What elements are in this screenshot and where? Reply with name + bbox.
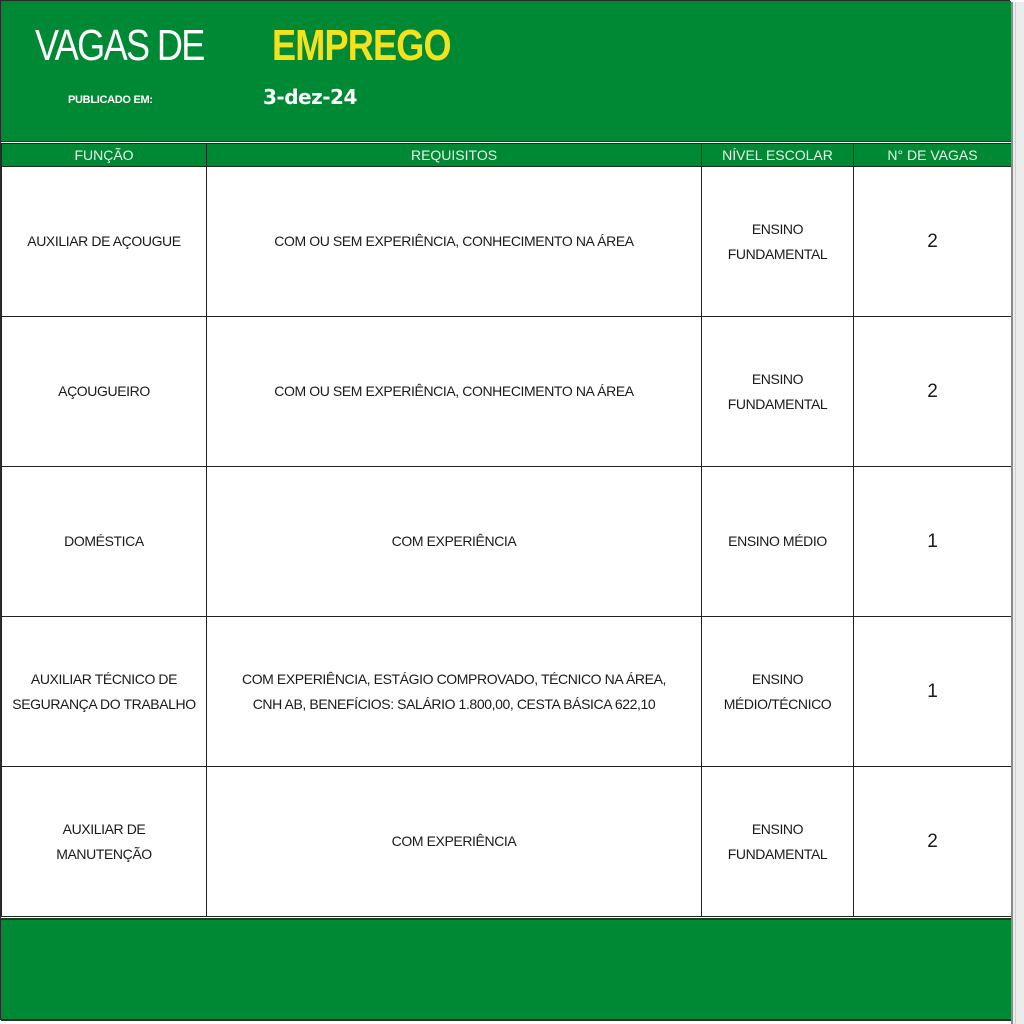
header-banner (1, 1, 1011, 142)
title-vagas-de: VAGAS DE (35, 21, 204, 70)
cell-nivel-escolar-line: ENSINO (751, 370, 804, 387)
published-date: 3-dez-24 (263, 85, 357, 109)
cell-funcao-line: AUXILIAR DE AÇOUGUE (27, 233, 181, 249)
cell-nivel-escolar (702, 467, 854, 617)
right-edge-scrollbar[interactable] (1011, 2, 1024, 1024)
table-body (2, 167, 1012, 917)
column-header-nivel-escolar: NÍVEL ESCOLAR (702, 144, 854, 167)
cell-nivel-escolar-line: ENSINO MÉDIO (728, 533, 827, 549)
cell-requisitos-line: COM EXPERIÊNCIA (391, 533, 517, 549)
column-header-funcao: FUNÇÃO (2, 144, 207, 167)
cell-funcao (2, 617, 207, 767)
cell-funcao (2, 767, 207, 917)
cell-num-vagas: 1 (854, 617, 1012, 767)
cell-nivel-escolar-line: ENSINO (751, 820, 804, 837)
cell-requisitos-line: COM OU SEM EXPERIÊNCIA, CONHECIMENTO NA ÁREA (274, 233, 634, 249)
footer-banner (1, 918, 1011, 1021)
cell-num-vagas: 2 (854, 767, 1012, 917)
cell-funcao-line: DOMÉSTICA (64, 533, 144, 549)
cell-nivel-escolar (702, 767, 854, 917)
column-header-requisitos: REQUISITOS (207, 144, 702, 167)
cell-requisitos-line: COM OU SEM EXPERIÊNCIA, CONHECIMENTO NA ÁREA (274, 383, 634, 399)
cell-requisitos (207, 767, 702, 917)
cell-nivel-escolar-line: ENSINO (751, 220, 804, 237)
cell-num-vagas: 2 (854, 317, 1012, 467)
jobs-table (1, 143, 1012, 917)
cell-funcao (2, 467, 207, 617)
cell-funcao (2, 317, 207, 467)
cell-funcao-line: MANUTENÇÃO (56, 845, 152, 862)
cell-funcao-line: AÇOUGUEIRO (58, 383, 150, 399)
cell-requisitos-line: COM EXPERIÊNCIA (391, 833, 517, 849)
cell-nivel-escolar-line: FUNDAMENTAL (727, 845, 828, 862)
cell-funcao-line: SEGURANÇA DO TRABALHO (12, 695, 196, 712)
cell-nivel-escolar-line: MÉDIO/TÉCNICO (723, 695, 832, 712)
cell-funcao-line: AUXILIAR DE (62, 820, 146, 837)
table-row (2, 617, 1012, 767)
cell-nivel-escolar-line: FUNDAMENTAL (727, 245, 828, 262)
cell-requisitos (207, 167, 702, 317)
table-row (2, 317, 1012, 467)
title-emprego: EMPREGO (272, 21, 451, 70)
cell-requisitos (207, 317, 702, 467)
column-header-num-vagas: N° DE VAGAS (854, 144, 1012, 167)
table-row (2, 167, 1012, 317)
cell-requisitos (207, 617, 702, 767)
published-label: PUBLICADO EM: (68, 94, 153, 106)
cell-nivel-escolar (702, 167, 854, 317)
table-header-row (2, 144, 1012, 167)
cell-funcao (2, 167, 207, 317)
cell-requisitos-line: COM EXPERIÊNCIA, ESTÁGIO COMPROVADO, TÉCNICO NA ÁREA, (241, 670, 667, 687)
cell-nivel-escolar (702, 617, 854, 767)
cell-requisitos-line: CNH AB, BENEFÍCIOS: SALÁRIO 1.800,00, CESTA BÁSICA 622,10 (252, 695, 656, 712)
cell-num-vagas: 2 (854, 167, 1012, 317)
table-row (2, 767, 1012, 917)
table-row (2, 467, 1012, 617)
cell-num-vagas: 1 (854, 467, 1012, 617)
cell-nivel-escolar (702, 317, 854, 467)
cell-funcao-line: AUXILIAR TÉCNICO DE (30, 670, 178, 687)
cell-nivel-escolar-line: ENSINO (751, 670, 804, 687)
cell-requisitos (207, 467, 702, 617)
cell-nivel-escolar-line: FUNDAMENTAL (727, 395, 828, 412)
